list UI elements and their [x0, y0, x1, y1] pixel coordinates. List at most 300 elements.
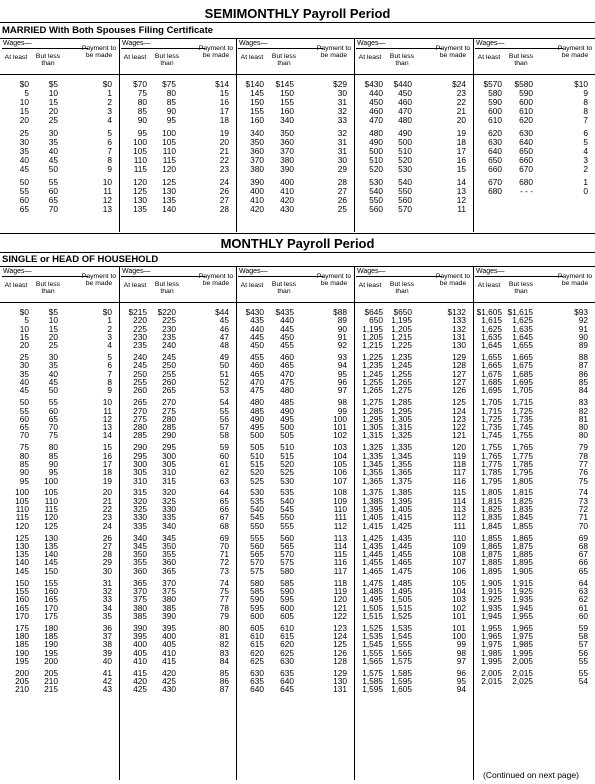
wage-but-less-than-cell: 510 [280, 442, 294, 453]
wage-but-less-than-cell: 215 [44, 684, 58, 695]
wage-at-least-cell: 15 [19, 105, 29, 116]
wage-at-least-cell: 585 [250, 585, 264, 596]
wage-but-less-than-cell: 480 [280, 385, 294, 396]
wage-but-less-than-cell: 1,895 [512, 557, 533, 568]
wage-but-less-than-cell: 1,655 [512, 340, 533, 351]
but-less-than-header: But less than [35, 53, 61, 68]
wage-but-less-than-cell: 1,405 [391, 504, 412, 514]
header-bottom-rule [236, 302, 354, 303]
wage-but-less-than-cell: 1,325 [391, 430, 412, 441]
payment-cell: 63 [578, 585, 588, 596]
wage-at-least-cell: 80 [19, 450, 29, 461]
wage-at-least-cell: 1,645 [481, 340, 502, 351]
wage-but-less-than-cell: 235 [162, 331, 176, 342]
payment-cell: 27 [219, 194, 229, 205]
payment-cell: 6 [107, 136, 112, 147]
payment-cell: 32 [337, 127, 347, 138]
wage-at-least-cell: 1,765 [481, 450, 502, 461]
wage-at-least-cell: 10 [19, 96, 29, 107]
wage-but-less-than-cell: 485 [280, 397, 294, 408]
wage-at-least-cell: 1,385 [362, 495, 383, 506]
wage-but-less-than-cell: 1,775 [512, 450, 533, 461]
payment-cell: 129 [333, 667, 347, 678]
payment-cell: 115 [333, 549, 347, 560]
payment-cell: 57 [578, 639, 588, 650]
wage-but-less-than-cell: 1,865 [512, 532, 533, 543]
wage-at-least-cell: 160 [250, 114, 264, 125]
wage-at-least-cell: 50 [19, 397, 29, 408]
payment-cell: 91 [337, 331, 347, 342]
payment-cell: 46 [219, 323, 229, 334]
wage-at-least-cell: 1,915 [481, 585, 502, 596]
wage-but-less-than-cell: 185 [44, 631, 58, 641]
wage-at-least-cell: 90 [137, 114, 147, 125]
wage-but-less-than-cell: 1,435 [391, 532, 412, 543]
wage-but-less-than-cell: 45 [48, 154, 58, 165]
wage-but-less-than-cell: 150 [280, 87, 294, 98]
payment-cell: 65 [219, 495, 229, 506]
payment-cell: 76 [578, 467, 588, 478]
payment-cell: 31 [102, 577, 112, 588]
wage-at-least-cell: 1,835 [481, 512, 502, 523]
payment-cell: 27 [337, 185, 347, 196]
wage-at-least-cell: 20 [19, 340, 29, 351]
wage-at-least-cell: 210 [15, 684, 29, 695]
wage-at-least-cell: 260 [133, 385, 147, 396]
wage-but-less-than-cell: 115 [162, 154, 176, 165]
payment-header: Payment to be made [316, 45, 352, 60]
wage-at-least-cell: 45 [19, 163, 29, 174]
payment-cell: 113 [452, 504, 466, 514]
wage-but-less-than-cell: 255 [162, 368, 176, 379]
payment-cell: 80 [578, 430, 588, 441]
wage-but-less-than-cell: 405 [162, 639, 176, 650]
payment-cell: 121 [452, 430, 466, 441]
payment-cell: 38 [102, 639, 112, 650]
wage-at-least-cell: 100 [133, 136, 147, 147]
wage-but-less-than-cell: 175 [44, 610, 58, 621]
wage-at-least-cell: 480 [369, 127, 383, 138]
payment-cell: 61 [219, 458, 229, 469]
payment-cell: 5 [583, 136, 588, 147]
wage-but-less-than-cell: 155 [280, 96, 294, 107]
wages-header: Wages— [476, 40, 505, 47]
wage-at-least-cell: 40 [19, 154, 29, 165]
wage-at-least-cell: 1,975 [481, 639, 502, 650]
payment-cell: 118 [333, 577, 347, 588]
payment-cell: 29 [102, 557, 112, 568]
wage-but-less-than-cell: 1,935 [512, 594, 533, 605]
payment-cell: 16 [102, 450, 112, 461]
wage-at-least-cell: 295 [133, 450, 147, 461]
payment-cell: 6 [583, 127, 588, 138]
wage-at-least-cell: 440 [369, 87, 383, 98]
wage-at-least-cell: 95 [137, 127, 147, 138]
wage-but-less-than-cell: 465 [280, 360, 294, 371]
payment-cell: 94 [456, 684, 466, 695]
wage-at-least-cell: 285 [133, 430, 147, 441]
payment-cell: 79 [578, 442, 588, 453]
wage-but-less-than-cell: 370 [162, 577, 176, 588]
wage-at-least-cell: 280 [133, 422, 147, 433]
wage-but-less-than-cell: 270 [162, 397, 176, 408]
wage-but-less-than-cell: 1,805 [512, 475, 533, 486]
wage-at-least-cell: 625 [250, 655, 264, 666]
wage-at-least-cell: 65 [19, 422, 29, 433]
wage-at-least-cell: 185 [15, 639, 29, 650]
payment-cell: 40 [102, 655, 112, 666]
header-bottom-rule [473, 74, 595, 75]
wage-but-less-than-cell: 1,975 [512, 631, 533, 641]
wage-but-less-than-cell: 460 [280, 352, 294, 363]
wage-at-least-cell: 80 [137, 96, 147, 107]
wage-but-less-than-cell: 1,335 [391, 442, 412, 453]
payment-cell: 130 [333, 676, 347, 687]
wage-at-least-cell: 1,575 [362, 667, 383, 678]
payment-cell: 78 [578, 450, 588, 461]
wage-but-less-than-cell: 550 [398, 185, 412, 196]
payment-cell: 2 [107, 96, 112, 107]
payment-cell: 110 [333, 504, 347, 514]
wage-but-less-than-cell: 1,395 [391, 495, 412, 506]
wage-at-least-cell: 65 [19, 203, 29, 214]
wage-at-least-cell: 1,795 [481, 475, 502, 486]
wage-but-less-than-cell: 125 [44, 520, 58, 531]
wage-but-less-than-cell: 540 [280, 495, 294, 506]
wage-at-least-cell: 620 [488, 127, 502, 138]
payment-cell: 74 [219, 577, 229, 588]
wage-but-less-than-cell: 10 [48, 315, 58, 326]
wage-at-least-cell: 165 [15, 602, 29, 613]
wage-but-less-than-cell: 40 [48, 145, 58, 156]
semimonthly-subtitle: MARRIED With Both Spouses Filing Certificate [2, 25, 214, 36]
wage-at-least-cell: 400 [133, 639, 147, 650]
but-less-than-header: But less than [389, 281, 415, 296]
wage-but-less-than-cell: 1,255 [391, 368, 412, 379]
payment-cell: 131 [452, 331, 466, 342]
payment-cell: 9 [107, 163, 112, 174]
wage-but-less-than-cell: 1,685 [512, 368, 533, 379]
payment-cell: 85 [578, 377, 588, 387]
wage-at-least-cell: 440 [250, 323, 264, 334]
wages-header-rule [238, 268, 323, 277]
wage-but-less-than-cell: 1,945 [512, 602, 533, 613]
wage-but-less-than-cell: 430 [162, 684, 176, 695]
wage-but-less-than-cell: 140 [44, 549, 58, 560]
payment-cell: 26 [337, 194, 347, 205]
wage-at-least-cell: 60 [19, 194, 29, 205]
wage-but-less-than-cell: 575 [280, 557, 294, 568]
wage-but-less-than-cell: 50 [48, 163, 58, 174]
header-bottom-rule [119, 302, 236, 303]
payment-cell: 61 [578, 602, 588, 613]
payment-cell: 117 [452, 467, 466, 478]
wage-at-least-cell: 400 [250, 185, 264, 196]
wage-at-least-cell: 155 [15, 585, 29, 596]
wage-at-least-cell: 1,815 [481, 495, 502, 506]
payment-cell: 100 [333, 413, 347, 424]
payment-cell: 123 [452, 413, 466, 424]
payment-cell: $88 [333, 307, 347, 317]
payment-cell: 67 [219, 512, 229, 523]
wage-at-least-cell: 315 [133, 487, 147, 498]
payment-cell: 10 [102, 397, 112, 408]
wage-but-less-than-cell: 120 [162, 163, 176, 174]
payment-cell: 69 [219, 532, 229, 543]
payment-cell: 55 [219, 405, 229, 416]
payment-cell: 88 [578, 352, 588, 363]
wage-but-less-than-cell: 1,845 [512, 512, 533, 523]
header-bottom-rule [236, 74, 354, 75]
wage-but-less-than-cell: 630 [280, 655, 294, 666]
payment-cell: 25 [337, 203, 347, 214]
wage-but-less-than-cell: 635 [280, 667, 294, 678]
wage-but-less-than-cell: 410 [162, 647, 176, 658]
wage-at-least-cell: 1,895 [481, 565, 502, 576]
wage-but-less-than-cell: - - - [520, 185, 533, 196]
wage-at-least-cell: 175 [15, 622, 29, 633]
wage-but-less-than-cell: 555 [280, 520, 294, 531]
payment-cell: 22 [102, 504, 112, 514]
wage-but-less-than-cell: 60 [48, 405, 58, 416]
wage-at-least-cell: 435 [250, 315, 264, 326]
wage-at-least-cell: 230 [133, 331, 147, 342]
wage-but-less-than-cell: 85 [166, 96, 176, 107]
payment-cell: 100 [452, 631, 466, 641]
wage-but-less-than-cell: 425 [162, 676, 176, 687]
wage-but-less-than-cell: 330 [162, 504, 176, 514]
wages-header: Wages— [476, 268, 505, 275]
wage-at-least-cell: 635 [250, 676, 264, 687]
payment-cell: 49 [219, 352, 229, 363]
wage-but-less-than-cell: 1,815 [512, 487, 533, 498]
wage-at-least-cell: 70 [19, 430, 29, 441]
wage-but-less-than-cell: 105 [162, 136, 176, 147]
payment-cell: 98 [456, 647, 466, 658]
payment-cell: 7 [107, 368, 112, 379]
payment-cell: 1 [107, 87, 112, 98]
wage-at-least-cell: 670 [488, 176, 502, 187]
payment-cell: 9 [583, 87, 588, 98]
payment-cell: 82 [578, 405, 588, 416]
wages-header-rule [475, 268, 563, 277]
payment-cell: 23 [102, 512, 112, 523]
wage-but-less-than-cell: 595 [280, 594, 294, 605]
at-least-header: At least [477, 54, 501, 61]
header-bottom-rule [0, 302, 119, 303]
wage-but-less-than-cell: 20 [48, 331, 58, 342]
wage-but-less-than-cell: 105 [44, 487, 58, 498]
wage-but-less-than-cell: 1,695 [512, 377, 533, 387]
payment-header: Payment to be made [81, 45, 117, 60]
wage-but-less-than-cell: 1,275 [391, 385, 412, 396]
wage-at-least-cell: 100 [15, 487, 29, 498]
wage-but-less-than-cell: 90 [166, 105, 176, 116]
wage-but-less-than-cell: 380 [162, 594, 176, 605]
header-bottom-rule [473, 302, 595, 303]
wage-at-least-cell: 530 [369, 176, 383, 187]
payment-cell: 10 [102, 176, 112, 187]
wage-at-least-cell: 50 [19, 176, 29, 187]
payment-cell: 122 [333, 610, 347, 621]
wage-at-least-cell: 190 [15, 647, 29, 658]
wage-at-least-cell: 310 [133, 475, 147, 486]
payment-cell: 115 [452, 487, 466, 498]
wage-at-least-cell: 1,205 [362, 331, 383, 342]
wage-at-least-cell: 1,695 [481, 385, 502, 396]
payment-cell: 48 [219, 340, 229, 351]
wage-at-least-cell: 1,335 [362, 450, 383, 461]
monthly-subtitle: SINGLE or HEAD OF HOUSEHOLD [2, 254, 159, 265]
wage-at-least-cell: 85 [137, 105, 147, 116]
wages-header-rule [2, 268, 88, 277]
payment-cell: 94 [337, 360, 347, 371]
payment-cell: 68 [219, 520, 229, 531]
wage-but-less-than-cell: 110 [162, 145, 176, 156]
payment-cell: 8 [107, 377, 112, 387]
at-least-header: At least [240, 282, 264, 289]
wage-at-least-cell: 1,955 [481, 622, 502, 633]
wage-but-less-than-cell: 90 [48, 458, 58, 469]
wage-but-less-than-cell: 135 [162, 194, 176, 205]
wage-at-least-cell: 485 [250, 405, 264, 416]
wage-at-least-cell: 1,525 [362, 622, 383, 633]
wage-but-less-than-cell: 285 [162, 422, 176, 433]
wage-but-less-than-cell: 100 [44, 475, 58, 486]
mid-rule [0, 233, 595, 234]
wage-but-less-than-cell: 1,785 [512, 458, 533, 469]
payment-cell: 57 [219, 422, 229, 433]
payment-cell: 109 [452, 540, 466, 551]
payment-cell: $0 [102, 79, 112, 89]
wage-at-least-cell: 15 [19, 331, 29, 342]
wage-but-less-than-cell: 1,485 [391, 577, 412, 588]
payment-cell: 102 [452, 602, 466, 613]
payment-cell: 54 [219, 397, 229, 408]
wage-but-less-than-cell: 40 [48, 368, 58, 379]
wages-header: Wages— [3, 268, 32, 275]
payment-cell: 110 [452, 532, 466, 543]
wage-at-least-cell: 125 [15, 532, 29, 543]
but-less-than-header: But less than [35, 281, 61, 296]
wage-but-less-than-cell: 300 [162, 450, 176, 461]
wage-but-less-than-cell: 445 [280, 323, 294, 334]
wage-but-less-than-cell: 135 [44, 540, 58, 551]
wage-at-least-cell: 1,225 [362, 352, 383, 363]
wage-but-less-than-cell: 65 [48, 194, 58, 205]
payment-cell: 19 [456, 127, 466, 138]
at-least-header: At least [358, 282, 382, 289]
wage-at-least-cell: $215 [128, 307, 147, 317]
payment-cell: 125 [333, 639, 347, 650]
but-less-than-header: But less than [154, 53, 180, 68]
wage-at-least-cell: 30 [19, 136, 29, 147]
wage-at-least-cell: 270 [133, 405, 147, 416]
wage-but-less-than-cell: 150 [44, 565, 58, 576]
wage-but-less-than-cell: 1,495 [391, 585, 412, 596]
wage-but-less-than-cell: 80 [166, 87, 176, 98]
payment-cell: 59 [578, 622, 588, 633]
wage-but-less-than-cell: 1,455 [391, 549, 412, 560]
wage-at-least-cell: 60 [19, 413, 29, 424]
wage-but-less-than-cell: 295 [162, 442, 176, 453]
wage-at-least-cell: 140 [15, 557, 29, 568]
payment-cell: 12 [102, 413, 112, 424]
wage-but-less-than-cell: 335 [162, 512, 176, 523]
wage-at-least-cell: 465 [250, 368, 264, 379]
wage-at-least-cell: 155 [250, 105, 264, 116]
wage-but-less-than-cell: 1,535 [391, 622, 412, 633]
payment-cell: 53 [219, 385, 229, 396]
wage-at-least-cell: 1,475 [362, 577, 383, 588]
payment-cell: 21 [456, 105, 466, 116]
payment-cell: 3 [583, 154, 588, 165]
wage-but-less-than-cell: $5 [48, 307, 58, 317]
wage-at-least-cell: 1,675 [481, 368, 502, 379]
payment-cell: 82 [219, 639, 229, 650]
wage-but-less-than-cell: 1,635 [512, 323, 533, 334]
wage-but-less-than-cell: 115 [44, 504, 58, 514]
wage-at-least-cell: 540 [369, 185, 383, 196]
wage-but-less-than-cell: 275 [162, 405, 176, 416]
wage-at-least-cell: 530 [250, 487, 264, 498]
wage-at-least-cell: 105 [133, 145, 147, 156]
wage-but-less-than-cell: 265 [162, 385, 176, 396]
wage-but-less-than-cell: 1,835 [512, 504, 533, 514]
wage-but-less-than-cell: 1,725 [512, 405, 533, 416]
wage-at-least-cell: 145 [250, 87, 264, 98]
wage-but-less-than-cell: 610 [280, 622, 294, 633]
payment-cell: 125 [452, 397, 466, 408]
wage-but-less-than-cell: 1,195 [391, 315, 412, 326]
wage-at-least-cell: 130 [133, 194, 147, 205]
wage-at-least-cell: 1,375 [362, 487, 383, 498]
wage-at-least-cell: 1,435 [362, 540, 383, 551]
wage-at-least-cell: 200 [15, 667, 29, 678]
payment-cell: 23 [456, 87, 466, 98]
wage-but-less-than-cell: 525 [280, 467, 294, 478]
wage-at-least-cell: 1,715 [481, 405, 502, 416]
payment-cell: 130 [452, 340, 466, 351]
payment-cell: 124 [333, 631, 347, 641]
wage-at-least-cell: 1,275 [362, 397, 383, 408]
wage-at-least-cell: 360 [250, 145, 264, 156]
payment-cell: 87 [578, 360, 588, 371]
wage-but-less-than-cell: 680 [519, 176, 533, 187]
wage-at-least-cell: 455 [250, 352, 264, 363]
wage-at-least-cell: 510 [250, 450, 264, 461]
wage-but-less-than-cell: 640 [519, 136, 533, 147]
payment-cell: 105 [452, 577, 466, 588]
wage-but-less-than-cell: 1,575 [391, 655, 412, 666]
wage-but-less-than-cell: 500 [398, 136, 412, 147]
wage-but-less-than-cell: $5 [48, 79, 58, 89]
payment-cell: 15 [102, 442, 112, 453]
payment-cell: 24 [102, 520, 112, 531]
wage-at-least-cell: 115 [133, 163, 147, 174]
payment-cell: 17 [102, 458, 112, 469]
wage-but-less-than-cell: 380 [280, 154, 294, 165]
wage-at-least-cell: 1,345 [362, 458, 383, 469]
payment-cell: 123 [333, 622, 347, 633]
wages-header: Wages— [357, 268, 386, 275]
wage-at-least-cell: 55 [19, 405, 29, 416]
payment-cell: 75 [578, 475, 588, 486]
wage-but-less-than-cell: 190 [44, 639, 58, 650]
wages-header-rule [121, 40, 205, 49]
but-less-than-header: But less than [389, 53, 415, 68]
payment-cell: 108 [333, 487, 347, 498]
